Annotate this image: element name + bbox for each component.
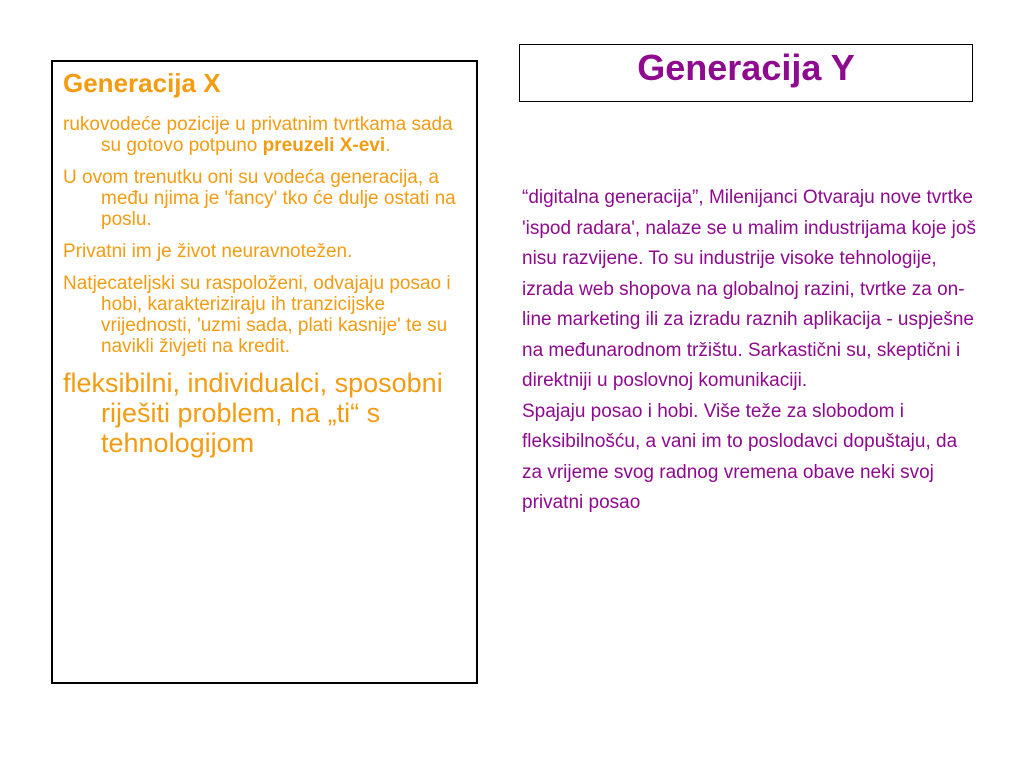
generation-x-box <box>51 60 478 684</box>
generation-x-p1-text: rukovodeće pozicije u privatnim tvrtkama sada su gotovo potpuno <box>63 114 453 156</box>
generation-x-paragraph-3: Privatni im je život neuravnotežen. <box>63 241 353 262</box>
generation-x-paragraph-5: fleksibilni, individualci, sposobni riješiti problem, na „ti“ s tehnologijom <box>63 368 443 458</box>
generation-y-text <box>522 183 982 519</box>
generation-y-title: Generacija Y <box>637 47 855 88</box>
generation-x-paragraph-4: Natjecateljski su raspoloženi, odvajaju posao i hobi, karakteriziraju ih tranzicijske vrijednosti, 'uzmi sada, plati kasnije' te su navikli živjeti na kredit. <box>63 273 451 357</box>
generation-x-p1-end: . <box>385 135 391 156</box>
generation-x-title: Generacija X <box>63 68 221 98</box>
generation-x-p1-bold: preuzeli X-evi <box>262 135 386 156</box>
generation-y-paragraph-2: Spajaju posao i hobi. Više teže za slobodom i fleksibilnošću, a vani im to poslodavci dopuštaju, da za vrijeme svog radnog vremena obave neki svoj privatni posao <box>522 400 958 513</box>
generation-x-paragraph-2: U ovom trenutku oni su vodeća generacija, a među njima je 'fancy' tko će dulje ostati na poslu. <box>63 167 456 230</box>
generation-y-title-box <box>519 44 973 102</box>
generation-x-paragraph-1 <box>63 114 466 156</box>
generation-y-paragraph-1: “digitalna generacija”, Milenijanci Otvaraju nove tvrtke 'ispod radara', nalaze se u malim industrijama koje još nisu razvijene. To su industrije visoke tehnologije, izrada web shopova na globalnoj razini, tvrtke za on-line marketing ili za izradu raznih aplikacija - uspješne na međunarodnom tržištu. Sarkastični su, skeptični i direktniji u poslovnoj komunikaciji. <box>522 187 976 391</box>
